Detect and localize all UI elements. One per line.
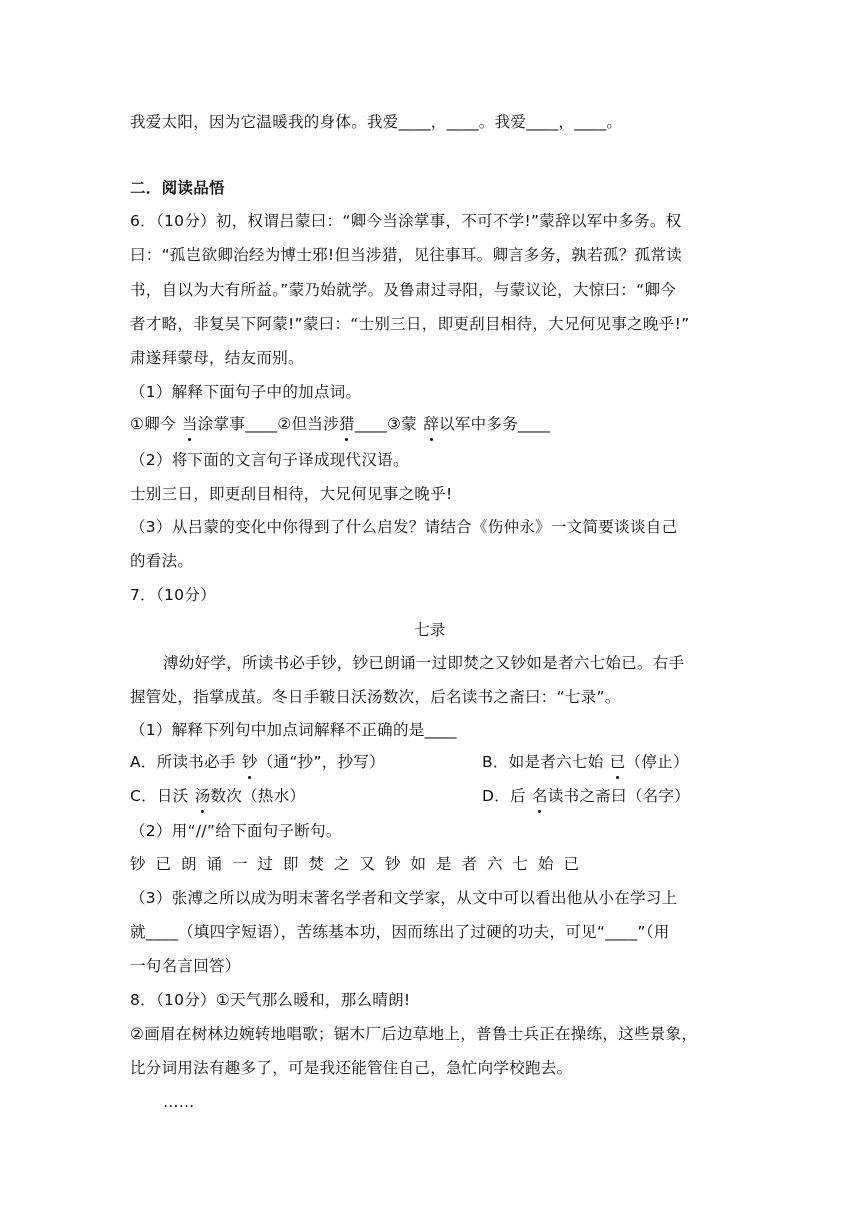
q7-part-1: （1）解释下列句中加点词解释不正确的是____: [130, 721, 457, 739]
q7-option-b: B．如是者六七始 已（停止）: [482, 753, 689, 771]
dotted-char: 辞: [423, 415, 440, 433]
q7-passage-line-1: 溥幼好学，所读书必手钞，钞已朗诵一过即焚之又钞如是者六七始已。右手: [163, 654, 685, 672]
dotted-char: 名: [532, 787, 548, 805]
q7-part-3-line-2: 就____（填四字短语），苦练基本功，因而练出了过硬的功夫，可见“____”（用: [130, 923, 670, 941]
q8-line-1: 8．（10分）①天气那么暖和，那么晴朗!: [130, 991, 411, 1009]
q7-option-d: D．后 名读书之斋曰（名字）: [482, 787, 691, 805]
q8-ellipsis: ……: [163, 1093, 195, 1111]
q6-text-line-1: 6．（10分）初，权谓吕蒙曰：“卿今当涂掌事，不可不学!”蒙辞以军中多务。权: [130, 212, 682, 230]
q6-part-2-sentence: 士别三日，即更刮目相待，大兄何见事之晚乎!: [130, 485, 453, 503]
line-intro: 我爱太阳，因为它温暖我的身体。我爱____，____。我爱____，____。: [130, 113, 623, 131]
q6-part-1-items: ①卿今 当涂掌事____②但当涉猎____③蒙 辞以军中多务____: [130, 415, 551, 433]
dotted-char: 汤: [194, 787, 211, 805]
q6-part-3-line-1: （3）从吕蒙的变化中你得到了什么启发？请结合《伤仲永》一文简要谈谈自己: [130, 518, 678, 536]
q6-text-line-4: 者才略，非复吴下阿蒙!”蒙曰：“士别三日，即更刮目相待，大兄何见事之晚乎!”: [130, 315, 690, 333]
q7-part-2-sentence: 钞已朗诵一过即焚之又钞如是者六七始已: [130, 855, 590, 873]
q6-text-line-5: 肃遂拜蒙母，结友而别。: [130, 349, 304, 367]
q7-option-c: C．日沃 汤数次（热水）: [130, 787, 306, 805]
q7-passage-line-2: 握管处，指掌成茧。冬日手皲日沃汤数次，后名读书之斋曰：“七录”。: [130, 688, 621, 706]
q8-line-3: 比分词用法有趣多了，可是我还能管住自己，急忙向学校跑去。: [130, 1059, 573, 1077]
q7-heading: 7．（10分）: [130, 586, 216, 604]
dotted-char: 已: [609, 753, 626, 771]
q6-text-line-3: 书，自以为大有所益。”蒙乃始就学。及鲁肃过寻阳，与蒙议论，大惊曰：“卿今: [130, 281, 677, 299]
q7-part-2: （2）用“∕∕”给下面句子断句。: [130, 822, 342, 840]
dotted-char: 当: [181, 415, 198, 433]
q7-part-3-line-3: 一句名言回答）: [130, 957, 241, 975]
q6-part-2: （2）将下面的文言句子译成现代汉语。: [130, 451, 409, 469]
q7-passage-title: 七录: [414, 621, 446, 639]
q7-part-3-line-1: （3）张溥之所以成为明末著名学者和文学家，从文中可以看出他从小在学习上: [130, 889, 678, 907]
dotted-char: 钞: [241, 753, 258, 771]
q6-part-1: （1）解释下面句子中的加点词。: [130, 383, 362, 401]
q6-part-3-line-2: 的看法。: [130, 552, 194, 570]
q8-line-2: ②画眉在树林边婉转地唱歌；锯木厂后边草地上，普鲁士兵正在操练，这些景象，: [130, 1025, 698, 1043]
q7-option-a: A．所读书必手 钞（通“抄”，抄写）: [130, 753, 385, 771]
dotted-char: 猎: [339, 415, 355, 433]
q6-text-line-2: 曰：“孤岂欲卿治经为博士邪!但当涉猎，见往事耳。卿言多务，孰若孤？孤常读: [130, 246, 683, 264]
section-heading: 二．阅读品悟: [130, 179, 225, 197]
